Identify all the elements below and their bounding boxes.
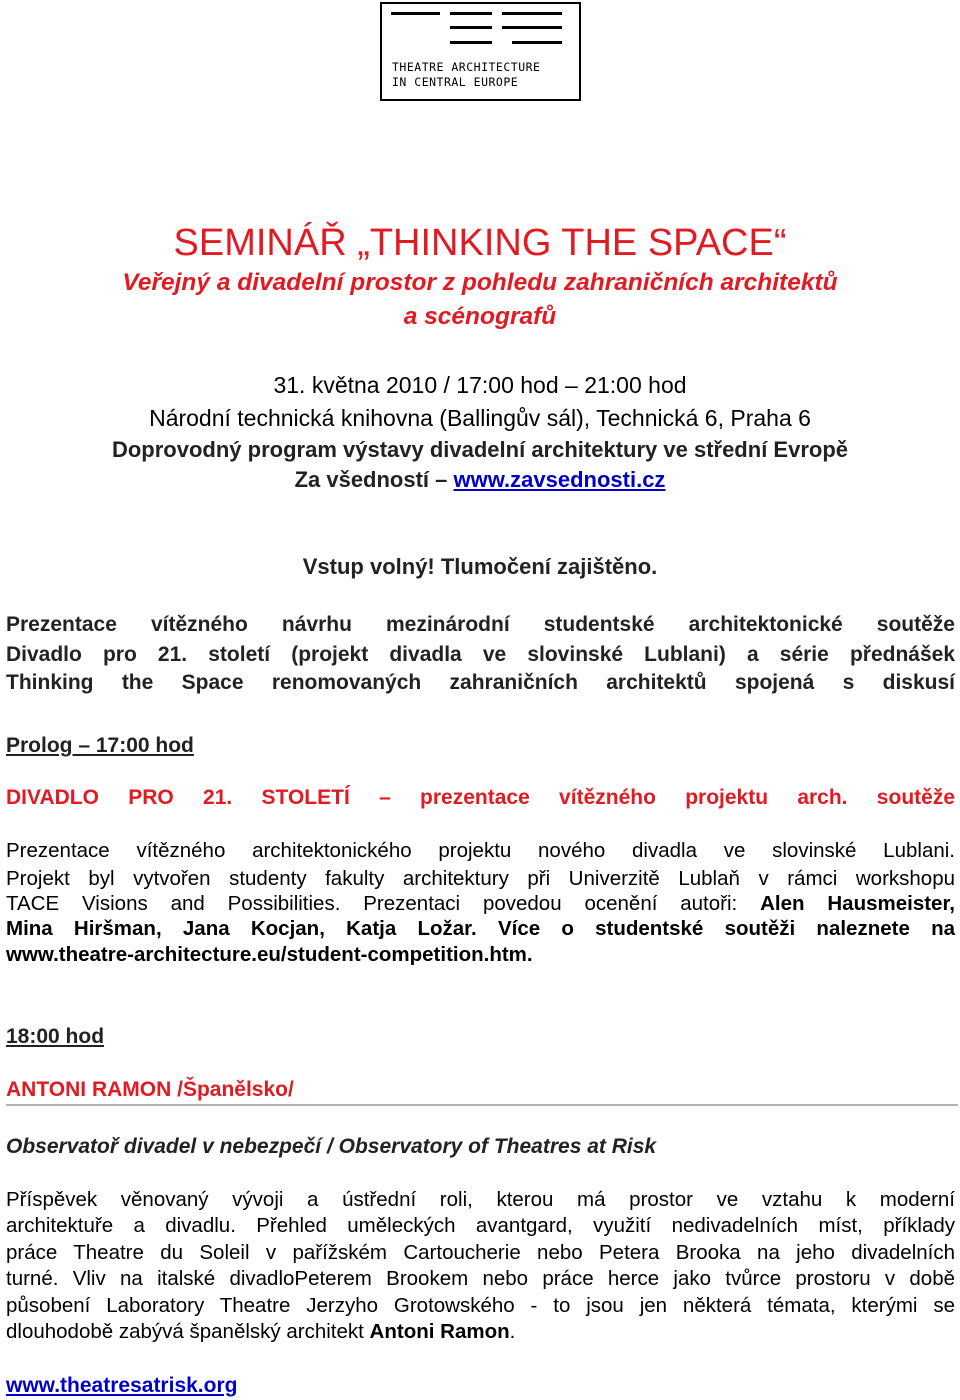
event-entry: Vstup volný! Tlumočení zajištěno. <box>302 554 658 579</box>
logo-bar <box>512 41 562 44</box>
intro-line2: Divadlo pro 21. století (projekt divadla ve slovinské Lublani) a série přednášek <box>6 643 955 666</box>
lecture-text-line3: práce Theatre du Soleil v pařížském Cartoucherie nebo Petera Brooka na jeho divadelních <box>6 1241 955 1264</box>
theatresatrisk-link[interactable]: www.theatresatrisk.org <box>6 1374 238 1397</box>
authors-bold: Alen Hausmeister, <box>760 892 955 915</box>
prolog-text-line1: Prezentace vítězného architektonického projektu nového divadla ve slovinské Lublani. <box>6 839 955 862</box>
lecture-text-line5: působení Laboratory Theatre Jerzyho Grotowského - to jsou jen některá témata, kterými se <box>6 1294 955 1317</box>
logo-bar <box>450 26 492 29</box>
intro-line1: Prezentace vítězného návrhu mezinárodní studentské architektonické soutěže <box>6 613 955 636</box>
logo-bar <box>450 12 492 15</box>
prolog-text-line3: TACE Visions and Possibilities. Prezentaci povedou ocenění autoři: Alen Hausmeister, <box>6 892 955 915</box>
logo-bar <box>502 26 562 29</box>
zavsednosti-link[interactable]: www.zavsednosti.cz <box>453 467 666 492</box>
logo-bar <box>502 12 562 15</box>
event-venue: Národní technická knihovna (Ballingův sál), Technická 6, Praha 6 <box>149 405 811 431</box>
logo-bar <box>450 41 492 44</box>
prolog-text-line4: Mina Hiršman, Jana Kocjan, Katja Ložar. Více o studentské soutěži naleznete na <box>6 917 955 940</box>
divider-line <box>6 1104 958 1106</box>
student-competition-link[interactable]: www.theatre-architecture.eu/student-competition.htm. <box>6 943 533 966</box>
event-date-time: 31. května 2010 / 17:00 hod – 21:00 hod <box>273 372 687 398</box>
za-vsednosti-label: Za všedností – <box>294 467 454 492</box>
logo-text: THEATRE ARCHITECTURE IN CENTRAL EUROPE <box>392 60 541 89</box>
prolog-heading: Prolog – 17:00 hod <box>6 734 194 757</box>
intro-line3: Thinking the Space renomovaných zahraničních architektů spojená s diskusí <box>6 671 955 694</box>
page-subtitle-line1: Veřejný a divadelní prostor z pohledu zahraničních architektů <box>122 269 838 296</box>
prolog-project-title: DIVADLO PRO 21. STOLETÍ – prezentace vítězného projektu arch. soutěže <box>6 786 955 809</box>
lecture-text-line6: dlouhodobě zabývá španělský architekt Antoni Ramon. <box>6 1320 516 1343</box>
page-title: SEMINÁŘ „THINKING THE SPACE“ <box>173 222 787 264</box>
page-subtitle-line2: a scénografů <box>403 303 557 330</box>
lecture-text-line4: turné. Vliv na italské divadloPeterem Brookem nebo práce herce jako tvůrce prostoru v době <box>6 1267 955 1290</box>
event-za-vsednosti <box>0 466 960 494</box>
speaker-name: ANTONI RAMON /Španělsko/ <box>6 1078 294 1101</box>
lecture-text-line2: architektuře a divadlu. Přehled uměleckých avantgard, využití nedivadelních míst, příklady <box>6 1214 955 1237</box>
session-time: 18:00 hod <box>6 1025 105 1048</box>
lecture-text-line1: Příspěvek věnovaný vývoji a ústřední roli, kterou má prostor ve vztahu k moderní <box>6 1188 955 1211</box>
lecture-title: Observatoř divadel v nebezpečí / Observatory of Theatres at Risk <box>6 1135 657 1158</box>
prolog-text-line2: Projekt byl vytvořen studenty fakulty architektury při Univerzitě Lublaň v rámci workshopu <box>6 867 955 890</box>
logo-bar <box>391 12 440 15</box>
tace-logo <box>380 2 581 101</box>
event-program: Doprovodný program výstavy divadelní architektury ve střední Evropě <box>111 437 848 462</box>
architect-name: Antoni Ramon <box>369 1320 510 1343</box>
